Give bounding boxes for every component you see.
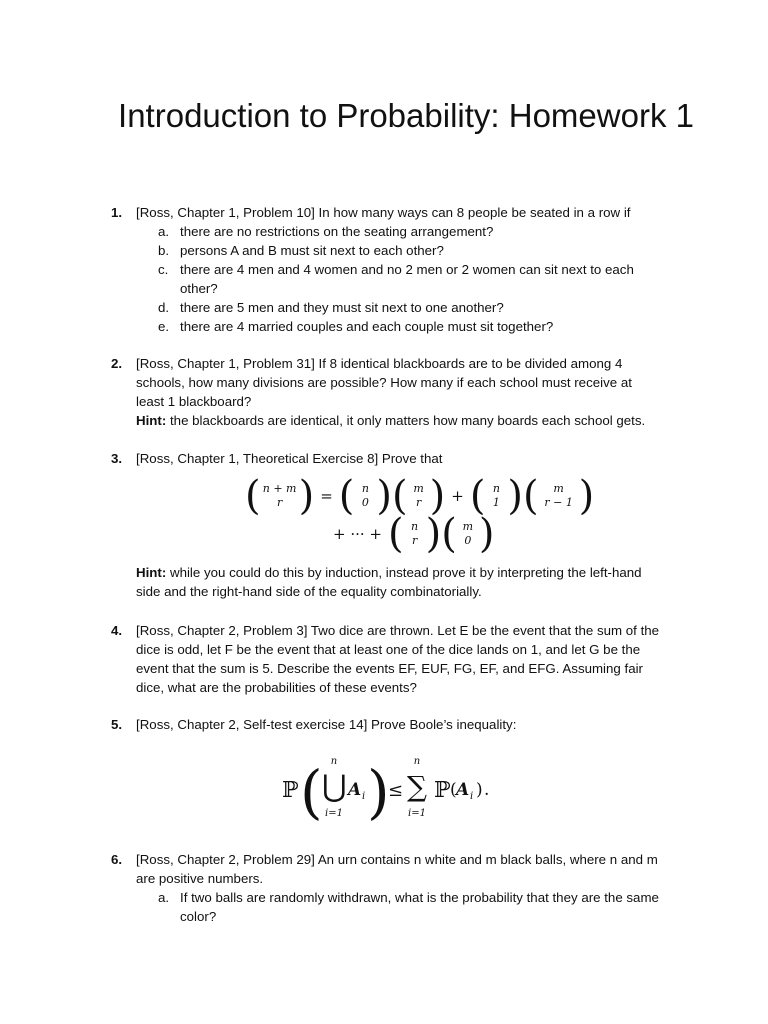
binomial-term bbox=[404, 520, 426, 548]
part-text: persons A and B must sit next to each other? bbox=[180, 243, 444, 258]
union-symbol: ⋃ bbox=[322, 769, 347, 804]
part-text: there are 4 men and 4 women and no 2 men or 2 women can sit next to each other? bbox=[180, 262, 634, 296]
problem-text: [Ross, Chapter 1, Problem 10] In how many ways can 8 people be seated in a row if bbox=[136, 205, 631, 220]
left-paren: ( bbox=[441, 511, 457, 557]
right-paren: ) bbox=[298, 473, 315, 519]
part-text: there are 5 men and they must sit next to one another? bbox=[180, 300, 504, 315]
less-equal-sign: ≤ bbox=[388, 780, 404, 801]
binom-bottom: 1 bbox=[492, 496, 500, 509]
left-paren: ( bbox=[392, 473, 408, 519]
problem-6 bbox=[111, 850, 671, 930]
problem-number: 5. bbox=[111, 717, 123, 732]
sum-symbol: ∑ bbox=[407, 770, 427, 803]
binom-top: n bbox=[492, 482, 500, 495]
hint bbox=[136, 411, 671, 430]
subscript-i: i bbox=[470, 791, 474, 802]
problem-part bbox=[136, 222, 671, 241]
set-A: A bbox=[348, 780, 362, 800]
part-letter: c. bbox=[158, 262, 169, 277]
right-paren: ) bbox=[425, 511, 442, 557]
vandermonde-formula bbox=[245, 473, 595, 557]
problem-3-hint bbox=[111, 563, 671, 603]
right-paren: ) bbox=[578, 473, 595, 519]
period: . bbox=[484, 780, 490, 800]
problem-text: [Ross, Chapter 2, Problem 29] An urn contains n white and m black balls, where n and m are positive numbers. bbox=[136, 852, 658, 886]
binom-bottom: r − 1 bbox=[544, 496, 573, 509]
problem-1 bbox=[111, 203, 671, 343]
left-paren: ( bbox=[300, 758, 323, 826]
problem-5 bbox=[111, 715, 671, 745]
formula-line-1 bbox=[245, 473, 595, 519]
part-letter: a. bbox=[158, 224, 170, 239]
hint-label: Hint: bbox=[136, 565, 167, 580]
subscript-i: i bbox=[362, 791, 366, 802]
problem-part bbox=[136, 260, 650, 298]
probability-symbol: ℙ bbox=[434, 778, 451, 803]
binom-bottom: r bbox=[411, 534, 418, 547]
binomial-term bbox=[485, 482, 507, 510]
binomial-term bbox=[539, 482, 579, 510]
binom-top: m bbox=[553, 482, 564, 495]
left-paren: ( bbox=[338, 473, 355, 519]
equals-sign: = bbox=[320, 487, 333, 505]
part-letter: a. bbox=[158, 890, 170, 905]
part-text: there are 4 married couples and each couple must sit together? bbox=[180, 319, 554, 334]
binom-bottom: 0 bbox=[361, 496, 369, 509]
binomial-lhs bbox=[261, 482, 299, 510]
problem-number: 6. bbox=[111, 852, 123, 867]
problem-part bbox=[136, 888, 690, 926]
set-A: A bbox=[456, 780, 470, 800]
part-letter: b. bbox=[158, 243, 170, 258]
problem-2 bbox=[111, 354, 671, 434]
problem-text: [Ross, Chapter 2, Self-test exercise 14] Prove Boole’s inequality: bbox=[136, 717, 517, 732]
left-paren: ( bbox=[469, 473, 486, 519]
problem-number: 4. bbox=[111, 623, 123, 638]
part-letter: e. bbox=[158, 319, 170, 334]
probability-symbol: ℙ bbox=[282, 778, 299, 803]
binomial-term bbox=[354, 482, 376, 510]
problem-number: 3. bbox=[111, 451, 123, 466]
problem-text: [Ross, Chapter 1, Problem 31] If 8 identical blackboards are to be divided among 4 schools, how many divisions are possible? How many if each school must receive at least 1 blackboard? bbox=[136, 356, 632, 409]
binom-top: m bbox=[462, 520, 474, 533]
part-letter: d. bbox=[158, 300, 170, 315]
sum-upper-limit: n bbox=[413, 756, 421, 767]
right-paren: ) bbox=[367, 758, 390, 826]
plus-sign: + bbox=[451, 487, 464, 505]
close-paren: ) bbox=[476, 780, 483, 800]
right-paren: ) bbox=[507, 473, 524, 519]
binom-bottom: r bbox=[415, 496, 422, 509]
problem-part bbox=[136, 317, 671, 336]
formula-line-2 bbox=[327, 511, 545, 557]
boole-inequality-formula bbox=[282, 756, 522, 830]
part-text: there are no restrictions on the seating arrangement? bbox=[180, 224, 494, 239]
page-title: Introduction to Probability: Homework 1 bbox=[118, 97, 694, 134]
hint-text: the blackboards are identical, it only matters how many boards each school gets. bbox=[166, 413, 646, 428]
sum-lower-limit: i=1 bbox=[408, 808, 426, 819]
binomial-term bbox=[457, 520, 479, 548]
binom-top: n bbox=[361, 482, 369, 495]
binom-top: m bbox=[413, 482, 424, 495]
problem-text: [Ross, Chapter 2, Problem 3] Two dice are thrown. Let E be the event that the sum of the dice is odd, let F be the event that at least one of the dice lands on 1, and let G be the event that the sum is 5. Describe the events EF, EUF, FG, EF, and EFG. Assuming fair dice, what are the probabilities of these events? bbox=[136, 623, 660, 695]
hint bbox=[136, 563, 666, 601]
binomial-term bbox=[408, 482, 430, 510]
ellipsis-plus: + ··· + bbox=[333, 525, 382, 543]
problem-part bbox=[136, 241, 671, 260]
right-paren: ) bbox=[478, 511, 495, 557]
binom-bottom: r bbox=[276, 496, 283, 509]
right-paren: ) bbox=[376, 473, 393, 519]
binom-top: n bbox=[411, 520, 419, 533]
union-upper-limit: n bbox=[330, 756, 338, 767]
binom-bottom: 0 bbox=[464, 534, 472, 547]
left-paren: ( bbox=[523, 473, 539, 519]
open-paren: ( bbox=[450, 780, 457, 800]
problem-number: 1. bbox=[111, 205, 123, 220]
problem-text: [Ross, Chapter 1, Theoretical Exercise 8] Prove that bbox=[136, 451, 443, 466]
union-lower-limit: i=1 bbox=[325, 808, 343, 819]
binom-top: n + m bbox=[262, 482, 297, 495]
right-paren: ) bbox=[429, 473, 446, 519]
hint-label: Hint: bbox=[136, 413, 167, 428]
problem-part bbox=[136, 298, 671, 317]
left-paren: ( bbox=[387, 511, 404, 557]
part-text: If two balls are randomly withdrawn, what is the probability that they are the same color? bbox=[180, 890, 659, 924]
left-paren: ( bbox=[245, 473, 261, 519]
problem-number: 2. bbox=[111, 356, 123, 371]
problem-4 bbox=[111, 621, 671, 701]
hint-text: while you could do this by induction, instead prove it by interpreting the left-hand side and the right-hand side of the equality combinatorially. bbox=[136, 565, 642, 599]
